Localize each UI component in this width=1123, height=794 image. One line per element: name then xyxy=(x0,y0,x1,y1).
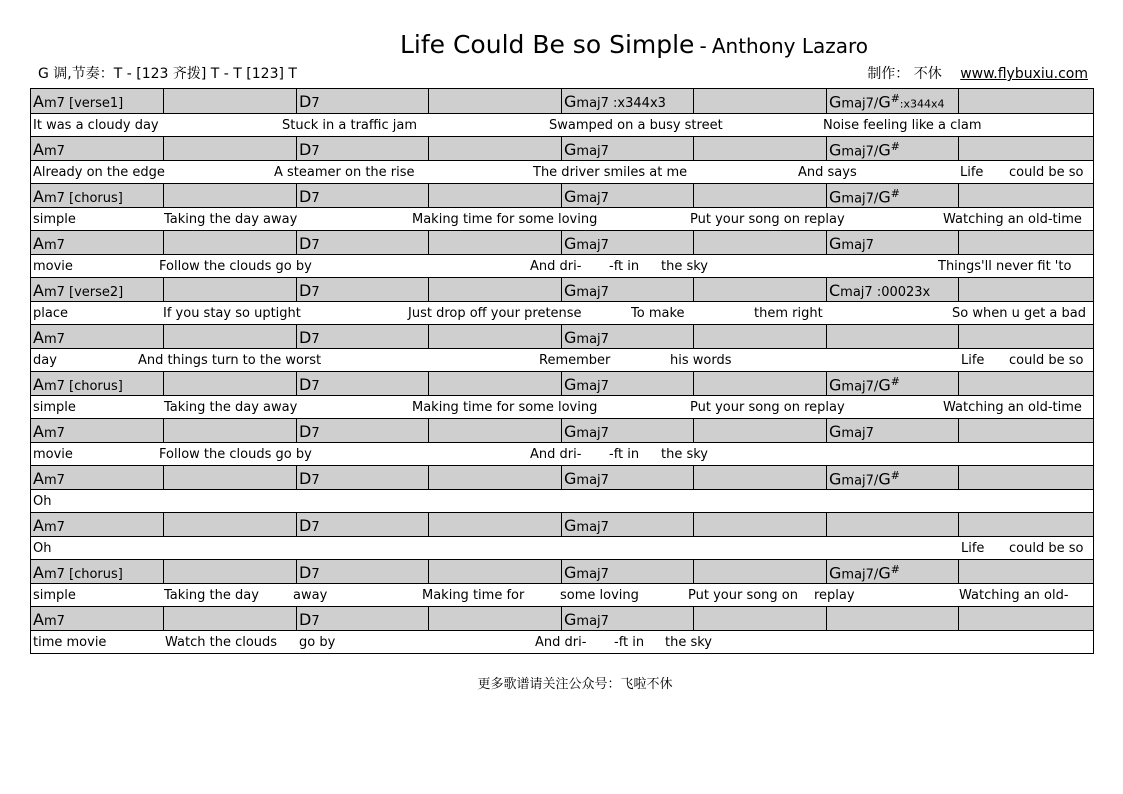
chord-label: Gmaj7 xyxy=(564,610,609,629)
chord-cell xyxy=(693,607,826,630)
chord-cell xyxy=(163,607,296,630)
chord-cell xyxy=(296,278,428,301)
chord-cell xyxy=(693,278,826,301)
chord-cell xyxy=(561,372,693,395)
chord-label: Am7 [chorus] xyxy=(33,375,123,394)
chord-label: Am7 xyxy=(33,469,65,488)
lyric-text: Follow the clouds go by xyxy=(159,258,312,274)
lyric-text: replay xyxy=(814,587,855,603)
lyric-text: away xyxy=(293,587,328,603)
lyric-text: Swamped on a busy street xyxy=(549,117,723,133)
lyric-text: A steamer on the rise xyxy=(274,164,415,180)
chord-cell xyxy=(296,419,428,442)
chord-cell xyxy=(958,560,1093,583)
chord-label: D7 xyxy=(299,422,320,441)
chord-cell xyxy=(826,372,958,395)
chord-row xyxy=(31,277,1093,301)
lyric-text: Life xyxy=(961,352,985,368)
chord-cell xyxy=(958,419,1093,442)
chord-cell xyxy=(958,137,1093,160)
chord-cell xyxy=(163,466,296,489)
chord-cell xyxy=(31,513,163,536)
lyric-row xyxy=(31,442,1093,466)
lyric-text: It was a cloudy day xyxy=(33,117,159,133)
chord-cell xyxy=(958,372,1093,395)
website-link[interactable]: www.flybuxiu.com xyxy=(960,66,1088,82)
lyric-row xyxy=(31,301,1093,325)
lyric-text: some loving xyxy=(560,587,639,603)
chord-cell xyxy=(561,560,693,583)
chord-cell xyxy=(296,325,428,348)
lyric-text: could be so xyxy=(1009,540,1084,556)
lyric-text: And dri- xyxy=(530,446,582,462)
chord-cell xyxy=(163,184,296,207)
chord-cell xyxy=(428,372,561,395)
chord-cell xyxy=(693,184,826,207)
chord-cell xyxy=(31,231,163,254)
chord-label: Am7 xyxy=(33,140,65,159)
artist-name: Anthony Lazaro xyxy=(711,34,869,58)
lyric-text: And dri- xyxy=(535,634,587,650)
lyric-text: Watch the clouds xyxy=(165,634,278,650)
chord-cell xyxy=(561,184,693,207)
chord-cell xyxy=(561,278,693,301)
chord-cell xyxy=(693,89,826,113)
chord-sheet-grid xyxy=(30,88,1094,654)
chord-cell xyxy=(958,513,1093,536)
lyric-text: Making time for some loving xyxy=(412,399,598,415)
chord-cell xyxy=(826,278,958,301)
chord-label: Am7 xyxy=(33,328,65,347)
chord-cell xyxy=(693,560,826,583)
chord-label: Gmaj7/G#:x344x4 xyxy=(829,92,945,112)
chord-label: D7 xyxy=(299,469,320,488)
lyric-text: simple xyxy=(33,399,76,415)
lyric-text: -ft in xyxy=(614,634,645,650)
lyric-text: Watching an old-time xyxy=(943,399,1082,415)
chord-label: D7 xyxy=(299,140,320,159)
chord-cell xyxy=(296,184,428,207)
chord-label: Gmaj7/G# xyxy=(829,469,900,489)
chord-label: Gmaj7/G# xyxy=(829,375,900,395)
lyric-text: Oh xyxy=(33,493,52,509)
chord-cell xyxy=(826,231,958,254)
chord-label: Gmaj7 xyxy=(564,375,609,394)
chord-label: Am7 [verse1] xyxy=(33,92,124,111)
lyric-text: Already on the edge xyxy=(33,164,165,180)
chord-cell xyxy=(296,89,428,113)
chord-cell xyxy=(31,419,163,442)
chord-row xyxy=(31,183,1093,207)
lyric-text: his words xyxy=(670,352,732,368)
chord-cell xyxy=(31,325,163,348)
chord-label: Gmaj7/G# xyxy=(829,140,900,160)
title-separator: - xyxy=(699,34,707,58)
credit-text: 制作： 不休 xyxy=(867,66,942,82)
chord-label: Gmaj7 xyxy=(564,281,609,300)
lyric-text: The driver smiles at me xyxy=(533,164,688,180)
chord-label: Am7 xyxy=(33,234,65,253)
chord-cell xyxy=(163,137,296,160)
chord-row xyxy=(31,136,1093,160)
chord-label: Am7 [chorus] xyxy=(33,187,123,206)
lyric-text: Life xyxy=(960,164,984,180)
chord-label: Gmaj7 xyxy=(564,563,609,582)
lyric-text: the sky xyxy=(661,258,708,274)
chord-cell xyxy=(826,137,958,160)
lyric-text: could be so xyxy=(1009,164,1084,180)
lyric-text: Taking the day away xyxy=(164,211,298,227)
chord-cell xyxy=(428,137,561,160)
chord-cell xyxy=(428,184,561,207)
chord-label: D7 xyxy=(299,92,320,111)
chord-cell xyxy=(561,607,693,630)
chord-row xyxy=(31,230,1093,254)
chord-label: Gmaj7 xyxy=(564,187,609,206)
lyric-text: them right xyxy=(754,305,823,321)
lyric-text: the sky xyxy=(661,446,708,462)
chord-label: Gmaj7 :x344x3 xyxy=(564,92,666,111)
chord-cell xyxy=(958,466,1093,489)
lyric-text: Stuck in a traffic jam xyxy=(282,117,417,133)
lyric-text: Put your song on replay xyxy=(690,399,845,415)
chord-row xyxy=(31,465,1093,489)
chord-cell xyxy=(31,89,163,113)
lyric-row xyxy=(31,207,1093,231)
lyric-text: If you stay so uptight xyxy=(163,305,301,321)
chord-cell xyxy=(826,89,958,113)
lyric-text: Follow the clouds go by xyxy=(159,446,312,462)
chord-cell xyxy=(826,184,958,207)
chord-cell xyxy=(163,231,296,254)
lyric-text: Making time for xyxy=(422,587,525,603)
chord-cell xyxy=(826,466,958,489)
chord-cell xyxy=(31,278,163,301)
chord-label: Am7 xyxy=(33,610,65,629)
credit-info xyxy=(867,63,1088,83)
lyric-text: place xyxy=(33,305,68,321)
lyric-text: could be so xyxy=(1009,352,1084,368)
chord-cell xyxy=(693,419,826,442)
lyric-text: Noise feeling like a clam xyxy=(823,117,982,133)
chord-cell xyxy=(296,607,428,630)
chord-label: Gmaj7/G# xyxy=(829,563,900,583)
chord-cell xyxy=(163,419,296,442)
chord-cell xyxy=(826,607,958,630)
chord-label: Am7 [chorus] xyxy=(33,563,123,582)
lyric-text: simple xyxy=(33,211,76,227)
lyric-row xyxy=(31,489,1093,513)
page-title xyxy=(0,30,1123,59)
chord-cell xyxy=(561,466,693,489)
chord-cell xyxy=(31,466,163,489)
lyric-text: Life xyxy=(961,540,985,556)
chord-label: Gmaj7 xyxy=(564,234,609,253)
lyric-text: -ft in xyxy=(609,258,640,274)
chord-cell xyxy=(561,231,693,254)
chord-label: Am7 xyxy=(33,422,65,441)
chord-label: D7 xyxy=(299,234,320,253)
chord-cell xyxy=(163,560,296,583)
chord-row xyxy=(31,89,1093,113)
chord-cell xyxy=(958,325,1093,348)
chord-cell xyxy=(958,607,1093,630)
chord-label: D7 xyxy=(299,516,320,535)
chord-cell xyxy=(958,184,1093,207)
chord-cell xyxy=(693,137,826,160)
lyric-row xyxy=(31,160,1093,184)
chord-cell xyxy=(958,278,1093,301)
chord-cell xyxy=(428,278,561,301)
chord-cell xyxy=(826,419,958,442)
chord-cell xyxy=(296,372,428,395)
lyric-text: movie xyxy=(33,446,73,462)
lyric-text: Making time for some loving xyxy=(412,211,598,227)
chord-row xyxy=(31,559,1093,583)
lyric-row xyxy=(31,254,1093,278)
chord-cell xyxy=(561,325,693,348)
chord-cell xyxy=(296,513,428,536)
lyric-text: Put your song on xyxy=(688,587,798,603)
chord-label: Gmaj7/G# xyxy=(829,187,900,207)
chord-label: D7 xyxy=(299,328,320,347)
chord-label: Gmaj7 xyxy=(564,516,609,535)
lyric-text: Taking the day away xyxy=(164,399,298,415)
lyric-row xyxy=(31,583,1093,607)
chord-cell xyxy=(163,372,296,395)
lyric-text: go by xyxy=(299,634,336,650)
lyric-text: Remember xyxy=(539,352,611,368)
chord-label: D7 xyxy=(299,187,320,206)
footer-note: 更多歌谱请关注公众号：飞啦不休 xyxy=(477,677,673,692)
chord-cell xyxy=(296,560,428,583)
chord-label: D7 xyxy=(299,563,320,582)
lyric-text: the sky xyxy=(665,634,712,650)
chord-cell xyxy=(31,560,163,583)
chord-row xyxy=(31,324,1093,348)
lyric-text: time movie xyxy=(33,634,107,650)
lyric-row xyxy=(31,536,1093,560)
chord-cell xyxy=(296,466,428,489)
chord-label: D7 xyxy=(299,281,320,300)
chord-cell xyxy=(296,137,428,160)
chord-cell xyxy=(428,513,561,536)
chord-label: Cmaj7 :00023x xyxy=(829,281,931,300)
chord-cell xyxy=(693,466,826,489)
lyric-text: To make xyxy=(631,305,685,321)
lyric-text: Things'll never fit 'to xyxy=(938,258,1072,274)
chord-label: Gmaj7 xyxy=(564,140,609,159)
lyric-text: And things turn to the worst xyxy=(138,352,322,368)
lyric-text: Taking the day xyxy=(164,587,259,603)
lyric-text: Oh xyxy=(33,540,52,556)
chord-cell xyxy=(561,89,693,113)
chord-cell xyxy=(693,231,826,254)
chord-cell xyxy=(31,607,163,630)
lyric-text: So when u get a bad xyxy=(952,305,1086,321)
chord-cell xyxy=(428,607,561,630)
chord-cell xyxy=(163,278,296,301)
lyric-row xyxy=(31,348,1093,372)
chord-cell xyxy=(428,419,561,442)
chord-cell xyxy=(826,560,958,583)
chord-cell xyxy=(826,513,958,536)
chord-label: Am7 [verse2] xyxy=(33,281,124,300)
chord-row xyxy=(31,606,1093,630)
lyric-text: day xyxy=(33,352,57,368)
chord-cell xyxy=(428,466,561,489)
chord-row xyxy=(31,418,1093,442)
chord-cell xyxy=(958,231,1093,254)
chord-cell xyxy=(163,325,296,348)
lyric-row xyxy=(31,630,1093,654)
chord-cell xyxy=(826,325,958,348)
key-rhythm-info: G 调,节奏：T - [123 齐拨] T - T [123] T xyxy=(38,66,297,82)
lyric-row xyxy=(31,395,1093,419)
chord-label: Am7 xyxy=(33,516,65,535)
lyric-row xyxy=(31,113,1093,137)
chord-cell xyxy=(693,372,826,395)
chord-cell xyxy=(428,231,561,254)
lyric-text: Watching an old- xyxy=(959,587,1069,603)
chord-label: D7 xyxy=(299,610,320,629)
lyric-text: movie xyxy=(33,258,73,274)
chord-cell xyxy=(958,89,1093,113)
chord-label: Gmaj7 xyxy=(829,422,874,441)
chord-cell xyxy=(428,89,561,113)
chord-cell xyxy=(163,513,296,536)
lyric-text: Watching an old-time xyxy=(943,211,1082,227)
chord-cell xyxy=(428,560,561,583)
chord-cell xyxy=(296,231,428,254)
chord-cell xyxy=(163,89,296,113)
chord-label: D7 xyxy=(299,375,320,394)
chord-cell xyxy=(31,137,163,160)
chord-label: Gmaj7 xyxy=(564,422,609,441)
chord-cell xyxy=(561,137,693,160)
chord-cell xyxy=(31,372,163,395)
lyric-text: Put your song on replay xyxy=(690,211,845,227)
chord-cell xyxy=(561,419,693,442)
chord-cell xyxy=(693,513,826,536)
chord-cell xyxy=(428,325,561,348)
chord-cell xyxy=(561,513,693,536)
chord-cell xyxy=(693,325,826,348)
chord-label: Gmaj7 xyxy=(564,328,609,347)
lyric-text: And dri- xyxy=(530,258,582,274)
chord-cell xyxy=(31,184,163,207)
song-title: Life Could Be so Simple xyxy=(399,30,695,59)
lyric-text: Just drop off your pretense xyxy=(408,305,582,321)
chord-label: Gmaj7 xyxy=(829,234,874,253)
lyric-text: -ft in xyxy=(609,446,640,462)
chord-label: Gmaj7 xyxy=(564,469,609,488)
chord-row xyxy=(31,371,1093,395)
lyric-text: And says xyxy=(798,164,857,180)
chord-row xyxy=(31,512,1093,536)
lyric-text: simple xyxy=(33,587,76,603)
